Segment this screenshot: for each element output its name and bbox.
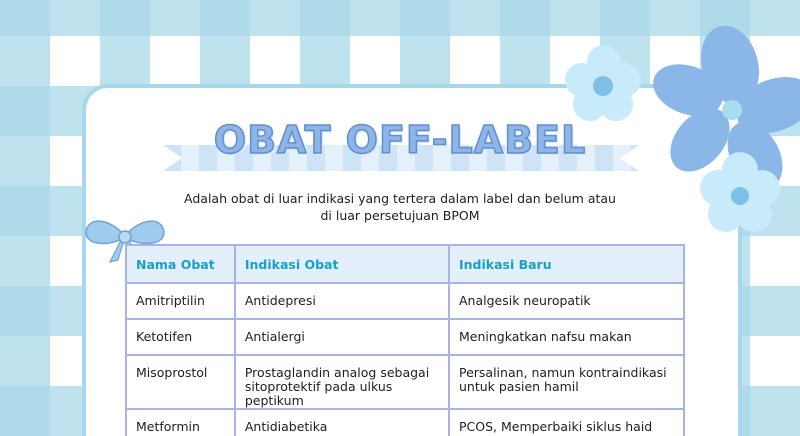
cell-new-indication <box>449 355 684 409</box>
flower-decoration-icon <box>560 10 800 250</box>
cell-indication: Antidiabetika <box>235 409 449 436</box>
cell-drug-name: Ketotifen <box>126 319 235 355</box>
cell-new-indication: PCOS, Memperbaiki siklus haid <box>449 409 684 436</box>
subtitle-line-1: Adalah obat di luar indikasi yang tertera dalam label dan belum atau <box>184 191 616 206</box>
cell-indication: Antialergi <box>235 319 449 355</box>
cell-indication-line-2: sitoprotektif pada ulkus peptikum <box>244 379 393 408</box>
cell-drug-name: Misoprostol <box>126 355 235 409</box>
small-flower-icon <box>565 45 641 121</box>
header-indikasi-obat: Indikasi Obat <box>235 245 449 283</box>
cell-drug-name: Amitriptilin <box>126 283 235 319</box>
drug-table <box>125 244 685 436</box>
header-nama-obat: Nama Obat <box>126 245 235 283</box>
cell-new-indication: Analgesik neuropatik <box>449 283 684 319</box>
cell-drug-name: Metformin <box>126 409 235 436</box>
cell-indication-line-1: Prostaglandin analog sebagai <box>244 365 430 380</box>
cell-new-indication-line-2: untuk pasien hamil <box>458 379 579 394</box>
cell-new-indication: Meningkatkan nafsu makan <box>449 319 684 355</box>
table-row <box>126 319 684 355</box>
subtitle-line-2: di luar persetujuan BPOM <box>320 208 480 223</box>
table-row <box>126 409 684 436</box>
cell-indication <box>235 355 449 409</box>
table-row <box>126 283 684 319</box>
table-row <box>126 355 684 409</box>
cell-new-indication-line-1: Persalinan, namun kontraindikasi <box>458 365 667 380</box>
header-indikasi-baru: Indikasi Baru <box>449 245 684 283</box>
page-title: OBAT OFF-LABEL <box>213 118 587 162</box>
cell-indication: Antidepresi <box>235 283 449 319</box>
table-header-row <box>126 245 684 283</box>
